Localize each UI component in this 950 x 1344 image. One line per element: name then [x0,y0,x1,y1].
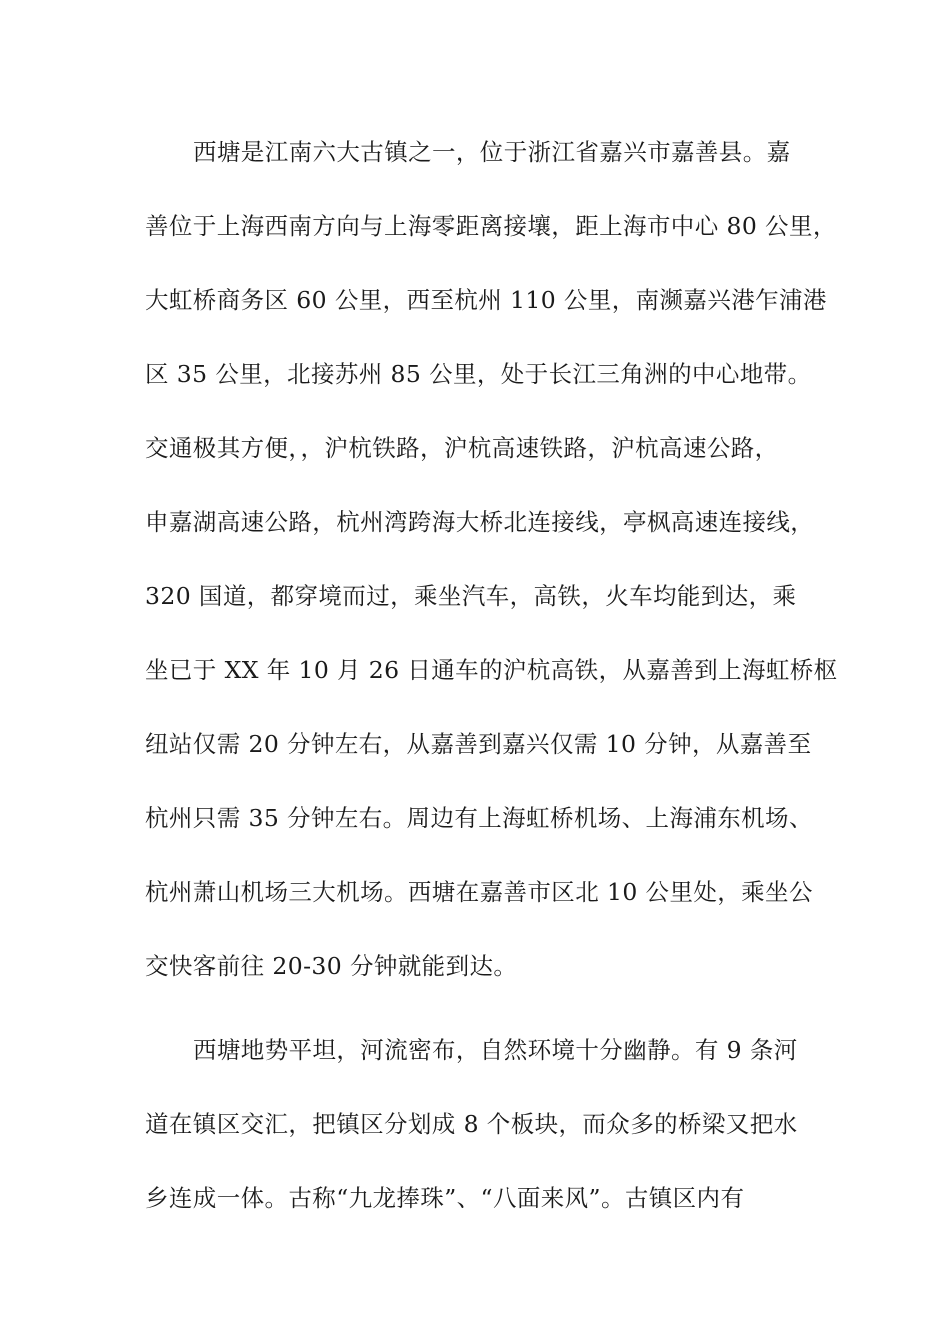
paragraph-1-line-11: 杭州萧山机场三大机场。西塘在嘉善市区北 10 公里处，乘坐公 [145,878,813,906]
paragraph-1-line-5: 交通极其方便，，沪杭铁路，沪杭高速铁路，沪杭高速公路， [145,434,779,462]
paragraph-1-line-3: 大虹桥商务区 60 公里，西至杭州 110 公里，南濒嘉兴港乍浦港 [145,286,827,314]
paragraph-1-line-2: 善位于上海西南方向与上海零距离接壤，距上海市中心 80 公里， [145,212,837,240]
paragraph-2-line-1: 西塘地势平坦，河流密布，自然环境十分幽静。有 9 条河 [193,1036,798,1064]
paragraph-1-line-4: 区 35 公里，北接苏州 85 公里，处于长江三角洲的中心地带。 [145,360,812,388]
paragraph-1-line-8: 坐已于 XX 年 10 月 26 日通车的沪杭高铁，从嘉善到上海虹桥枢 [145,656,838,684]
paragraph-2-line-2: 道在镇区交汇，把镇区分划成 8 个板块，而众多的桥梁又把水 [145,1110,798,1138]
paragraph-1-line-9: 纽站仅需 20 分钟左右，从嘉善到嘉兴仅需 10 分钟，从嘉善至 [145,730,812,758]
paragraph-1-line-6: 申嘉湖高速公路，杭州湾跨海大桥北连接线，亭枫高速连接线， [145,508,815,536]
paragraph-2-line-3: 乡连成一体。古称“九龙捧珠”、“八面来风”。古镇区内有 [145,1184,745,1212]
paragraph-1-line-7: 320 国道，都穿境而过，乘坐汽车，高铁，火车均能到达，乘 [145,582,797,610]
paragraph-1-line-1: 西塘是江南六大古镇之一，位于浙江省嘉兴市嘉善县。嘉 [193,138,791,166]
paragraph-1-line-10: 杭州只需 35 分钟左右。周边有上海虹桥机场、上海浦东机场、 [145,804,813,832]
paragraph-1-line-12: 交快客前往 20-30 分钟就能到达。 [145,952,518,980]
